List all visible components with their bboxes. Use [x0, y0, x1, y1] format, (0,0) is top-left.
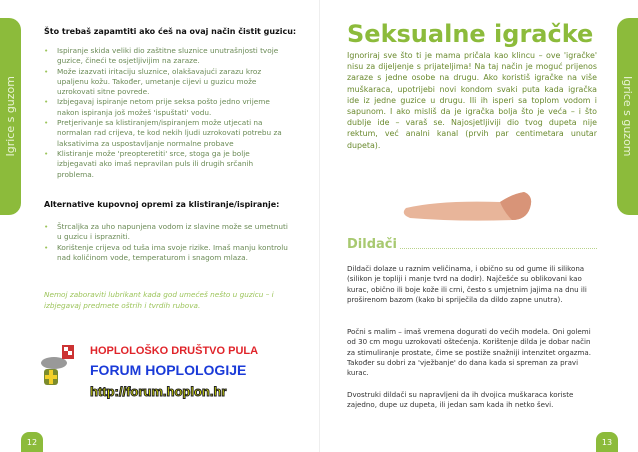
subheading-text: Dildači	[347, 237, 397, 252]
list-item: • Korištenje crijeva od tuša ima svoje rizike. Imaš manju kontrolu nad količinom vode, temperaturom i snagom mlaza.	[44, 243, 289, 264]
heading-remember: Što trebaš zapamtiti ako ćeš na ovaj način čistit guzicu:	[44, 27, 297, 36]
list-item: • Može izazvati iritaciju sluznice, olakšavajući zarazu kroz upaljenu kožu. Također, umetanje cijevi u guzicu može uzrokovati sitne povrede.	[44, 67, 289, 98]
dildo-image	[400, 188, 540, 224]
page-number: 13	[596, 432, 618, 452]
list-item: • Štrcaljka za uho napunjena vodom iz slavine može se umetnuti u guzicu i isprazniti.	[44, 222, 289, 243]
tab-label: Igrice s guzom	[621, 76, 634, 157]
society-emblem-icon	[40, 345, 82, 387]
section-tab	[0, 18, 21, 215]
list-item: • Ispiranje skida veliki dio zaštitne sluznice unutrašnjosti tvoje guzice, čineći te osjetljivijim na zaraze.	[44, 46, 289, 67]
alternatives-list	[44, 222, 289, 263]
watermark-line-2: FORUM HOPLOLOGIJE	[90, 362, 247, 378]
list-item: • Klistiranje može 'preopteretiti' srce, stoga ga je bolje izbjegavati ako imaš nepravilan puls ili drugih srčanih problema.	[44, 149, 289, 180]
paragraph: Počni s malim – imaš vremena dogurati do većih modela. Oni golemi od 30 cm mogu uzrokovati oštećenja. Korištenje dilda je dobar način za stimuliranje prostate, čime se postiže snažniji intenzitet orgazma. Također su dobri za 'vježbanje' do dana kada si spreman za pravi kurac.	[347, 327, 592, 378]
remember-list	[44, 46, 289, 180]
intro-paragraph: Ignoriraj sve što ti je mama pričala kao klincu – ove 'igračke' nisu za dijeljenje s prijateljima! Na taj način je moguć prijenos zaraze s jedne osobe na drugu. Ako koristiš igračke na više muškaraca, upotrijebi novi kondom svaki puta kada igračka ide iz jedne guzice u drugu. Ili ih isperi sa toplom vodom i sapunom. I ako misliš da je igračka bolja što je veća – i što dublje ide – varaš se. Najosjetljiviji dio tvog dupeta nije rektum, već analni kanal (prvih par centimetara unutar dupeta).	[347, 51, 597, 150]
list-item: • Izbjegavaj ispiranje netom prije seksa pošto jedno vrijeme nakon ispiranja još možeš 'ispuštati' vodu.	[44, 97, 289, 118]
watermark-line-3: http://forum.hoplon.hr	[90, 384, 227, 399]
paragraph: Dvostruki dildači su napravljeni da ih dvojica muškaraca koriste zajedno, dupe uz dupeta, ili jedan sam kada ih netko ševi.	[347, 390, 574, 410]
list-item: • Pretjerivanje sa klistiranjem/ispiranjem može utjecati na normalan rad crijeva, te kod nekih ljudi uzrokovati potrebu za laksativima za uspostavljanje normalne probave	[44, 118, 289, 149]
page-number: 12	[21, 432, 43, 452]
dotted-leader	[400, 248, 597, 249]
lubricant-note: Nemoj zaboraviti lubrikant kada god umećeš nešto u guzicu – i izbjegavaj predmete oštrih i tvrdih rubova.	[44, 290, 274, 310]
right-page	[319, 0, 638, 452]
page-title: Seksualne igračke	[347, 20, 594, 48]
watermark-line-1: HOPLOLOŠKO DRUŠTVO PULA	[90, 345, 259, 357]
section-tab	[617, 18, 638, 215]
heading-alternatives: Alternative kupovnoj opremi za klistiranje/ispiranje:	[44, 200, 280, 209]
paragraph: Dildači dolaze u raznim veličinama, i obično su od gume ili silikona (silikon je topliji i manje tvrd na dodir). Najčešće su oblikovani kao kurac, obično ili boje kože ili crni, često s umjetnim jajima na dnu ili proširenom bazom (kako bi spriječila da dildo zapne unutra).	[347, 264, 587, 304]
dildos-subheading	[347, 237, 597, 252]
tab-label: Igrice s guzom	[4, 76, 17, 157]
